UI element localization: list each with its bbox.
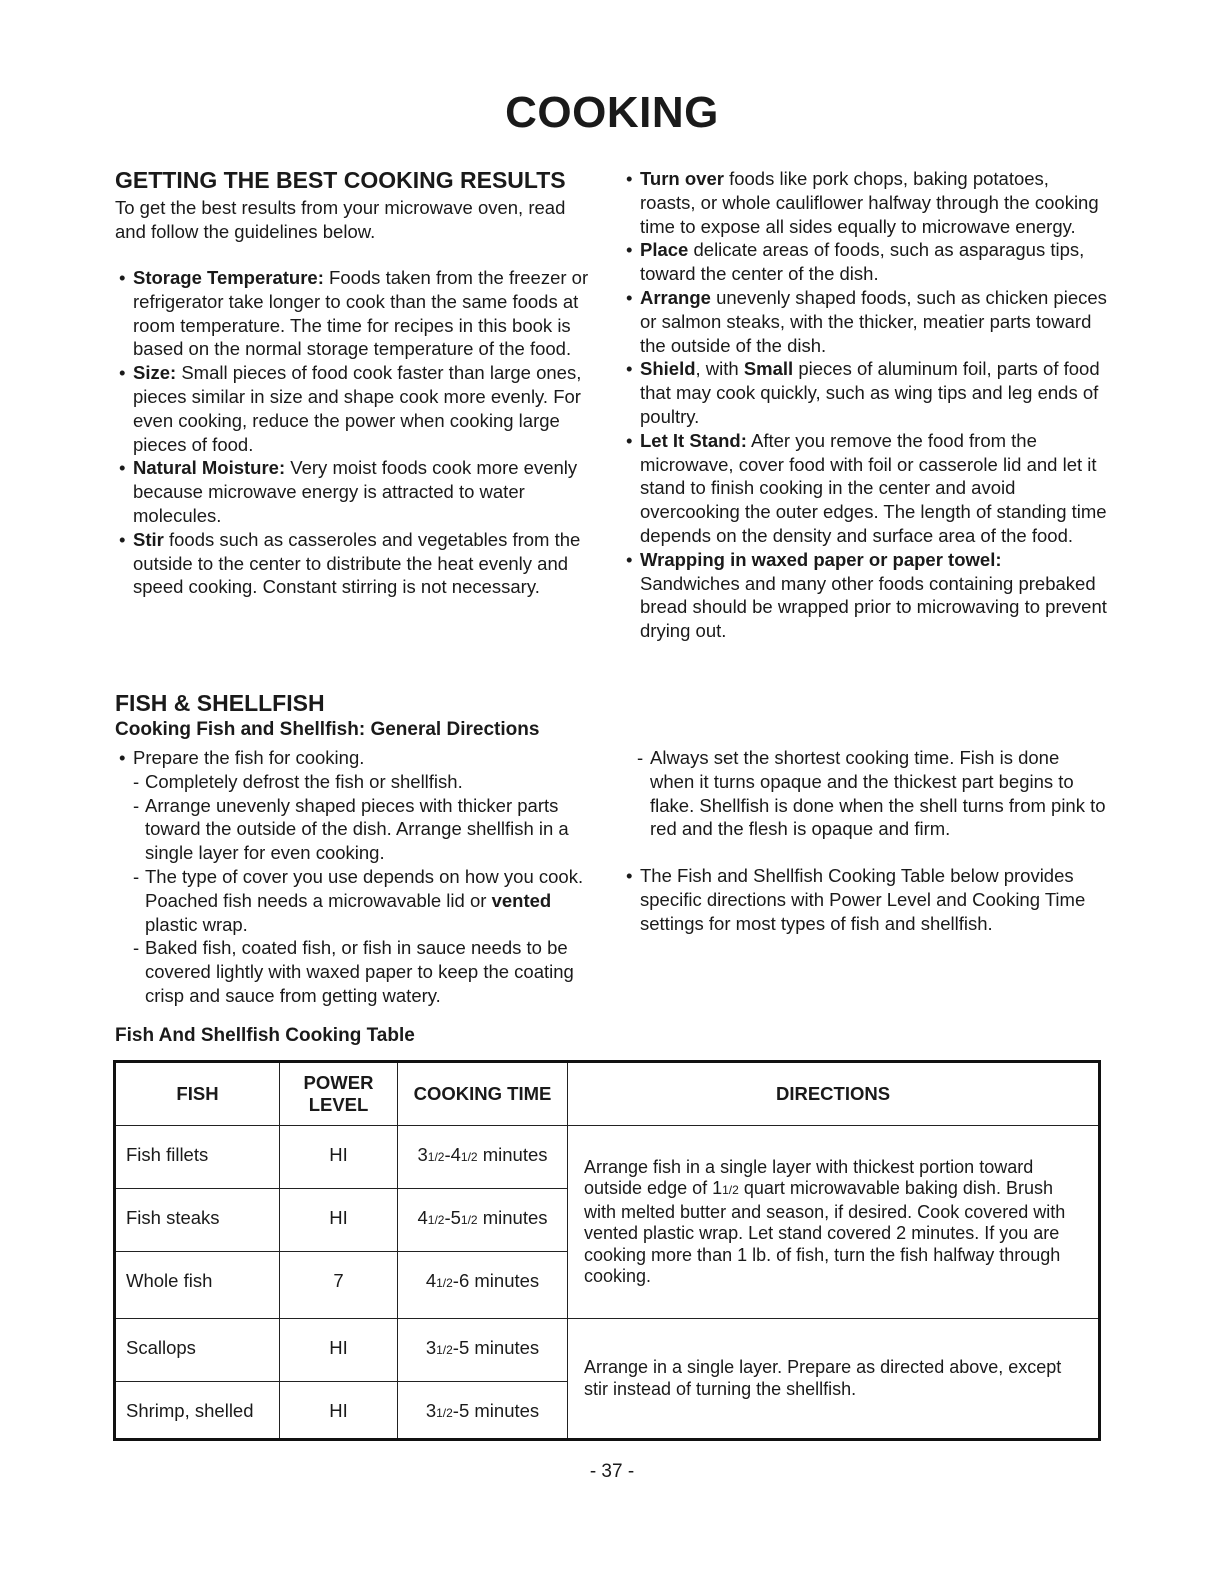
cell-time: 31/2-5 minutes [398, 1319, 568, 1382]
list-item: - Completely defrost the fish or shellfish. [115, 770, 600, 794]
table-row [115, 1319, 1100, 1382]
list-item: • Turn over foods like pork chops, baking potatoes, roasts, or whole cauliflower halfway through the cooking time to expose all sides equally to microwave energy. [622, 167, 1107, 238]
fish-cooking-table [113, 1060, 1101, 1441]
page-number: - 37 - [589, 1461, 635, 1482]
header-fish: FISH [115, 1062, 280, 1126]
list-item: • Shield, with Small pieces of aluminum foil, parts of food that may cook quickly, such as wing tips and leg ends of poultry. [622, 357, 1107, 428]
list-item: - Arrange unevenly shaped pieces with thicker parts toward the outside of the dish. Arrange shellfish in a single layer for even cooking. [115, 794, 600, 865]
list-item: • Natural Moisture: Very moist foods cook more evenly because microwave energy is attracted to water molecules. [115, 456, 600, 527]
list-item: - Baked fish, coated fish, or fish in sauce needs to be covered lightly with waxed paper to keep the coating crisp and sauce from getting watery. [115, 936, 600, 1007]
cell-power: HI [280, 1319, 398, 1382]
list-item: • Arrange unevenly shaped foods, such as chicken pieces or salmon steaks, with the thicker, meatier parts toward the outside of the dish. [622, 286, 1107, 357]
list-item: • The Fish and Shellfish Cooking Table below provides specific directions with Power Level and Cooking Time settings for most types of fish and shellfish. [622, 864, 1107, 935]
cell-power: HI [280, 1189, 398, 1252]
fish-heading: FISH & SHELLFISH [115, 690, 325, 716]
list-item: • Prepare the fish for cooking. [115, 746, 600, 770]
cell-time: 31/2-41/2 minutes [398, 1126, 568, 1189]
fish-directions-right [622, 746, 1107, 936]
list-item: • Wrapping in waxed paper or paper towel: Sandwiches and many other foods containing prebaked bread should be wrapped prior to microwaving to prevent drying out. [622, 548, 1107, 643]
list-item: • Place delicate areas of foods, such as asparagus tips, toward the center of the dish. [622, 238, 1107, 286]
cell-directions: Arrange in a single layer. Prepare as directed above, except stir instead of turning the shellfish. [568, 1319, 1100, 1440]
cell-power: HI [280, 1126, 398, 1189]
cell-directions: Arrange fish in a single layer with thickest portion toward outside edge of 11/2 quart microwavable baking dish. Brush with melted butter and season, if desired. Cook covered with vented plastic wrap. Let stand covered 2 minutes. If you are cooking more than 1 lb. of fish, turn the fish halfway through cooking. [568, 1126, 1100, 1319]
header-power: POWER LEVEL [280, 1062, 398, 1126]
best-results-left-list [115, 266, 600, 599]
list-item: - Always set the shortest cooking time. Fish is done when it turns opaque and the thickest part begins to flake. Shellfish is done when the shell turns from pink to red and the flesh is opaque and firm. [622, 746, 1107, 841]
page-title: COOKING [505, 88, 719, 137]
table-row [115, 1126, 1100, 1189]
cell-time: 41/2-51/2 minutes [398, 1189, 568, 1252]
header-directions: DIRECTIONS [568, 1062, 1100, 1126]
cell-fish: Whole fish [115, 1252, 280, 1319]
cell-time: 41/2-6 minutes [398, 1252, 568, 1319]
list-item: • Let It Stand: After you remove the food from the microwave, cover food with foil or casserole lid and let it stand to finish cooking in the center and avoid overcooking the outer edges. The length of standing time depends on the density and surface area of the food. [622, 429, 1107, 548]
fish-subheading: Cooking Fish and Shellfish: General Directions [115, 719, 540, 740]
list-item: - The type of cover you use depends on how you cook. Poached fish needs a microwavable lid or vented plastic wrap. [115, 865, 600, 936]
header-time: COOKING TIME [398, 1062, 568, 1126]
list-item: • Storage Temperature: Foods taken from the freezer or refrigerator take longer to cook than the same foods at room temperature. The time for recipes in this book is based on the normal storage temperature of the food. [115, 266, 600, 361]
table-caption: Fish And Shellfish Cooking Table [115, 1025, 415, 1046]
table-header-row [115, 1062, 1100, 1126]
cell-fish: Scallops [115, 1319, 280, 1382]
cell-power: HI [280, 1382, 398, 1440]
fish-directions-left [115, 746, 600, 1008]
list-item: • Stir foods such as casseroles and vegetables from the outside to the center to distribute the heat evenly and speed cooking. Constant stirring is not necessary. [115, 528, 600, 599]
best-results-right-list [622, 167, 1107, 643]
cell-fish: Fish fillets [115, 1126, 280, 1189]
cell-time: 31/2-5 minutes [398, 1382, 568, 1440]
cell-fish: Fish steaks [115, 1189, 280, 1252]
best-results-heading: GETTING THE BEST COOKING RESULTS [115, 167, 566, 193]
list-item: • Size: Small pieces of food cook faster than large ones, pieces similar in size and shape cook more evenly. For even cooking, reduce the power when cooking large pieces of food. [115, 361, 600, 456]
cell-power: 7 [280, 1252, 398, 1319]
cell-fish: Shrimp, shelled [115, 1382, 280, 1440]
best-results-intro: To get the best results from your microwave oven, read and follow the guidelines below. [115, 197, 566, 242]
